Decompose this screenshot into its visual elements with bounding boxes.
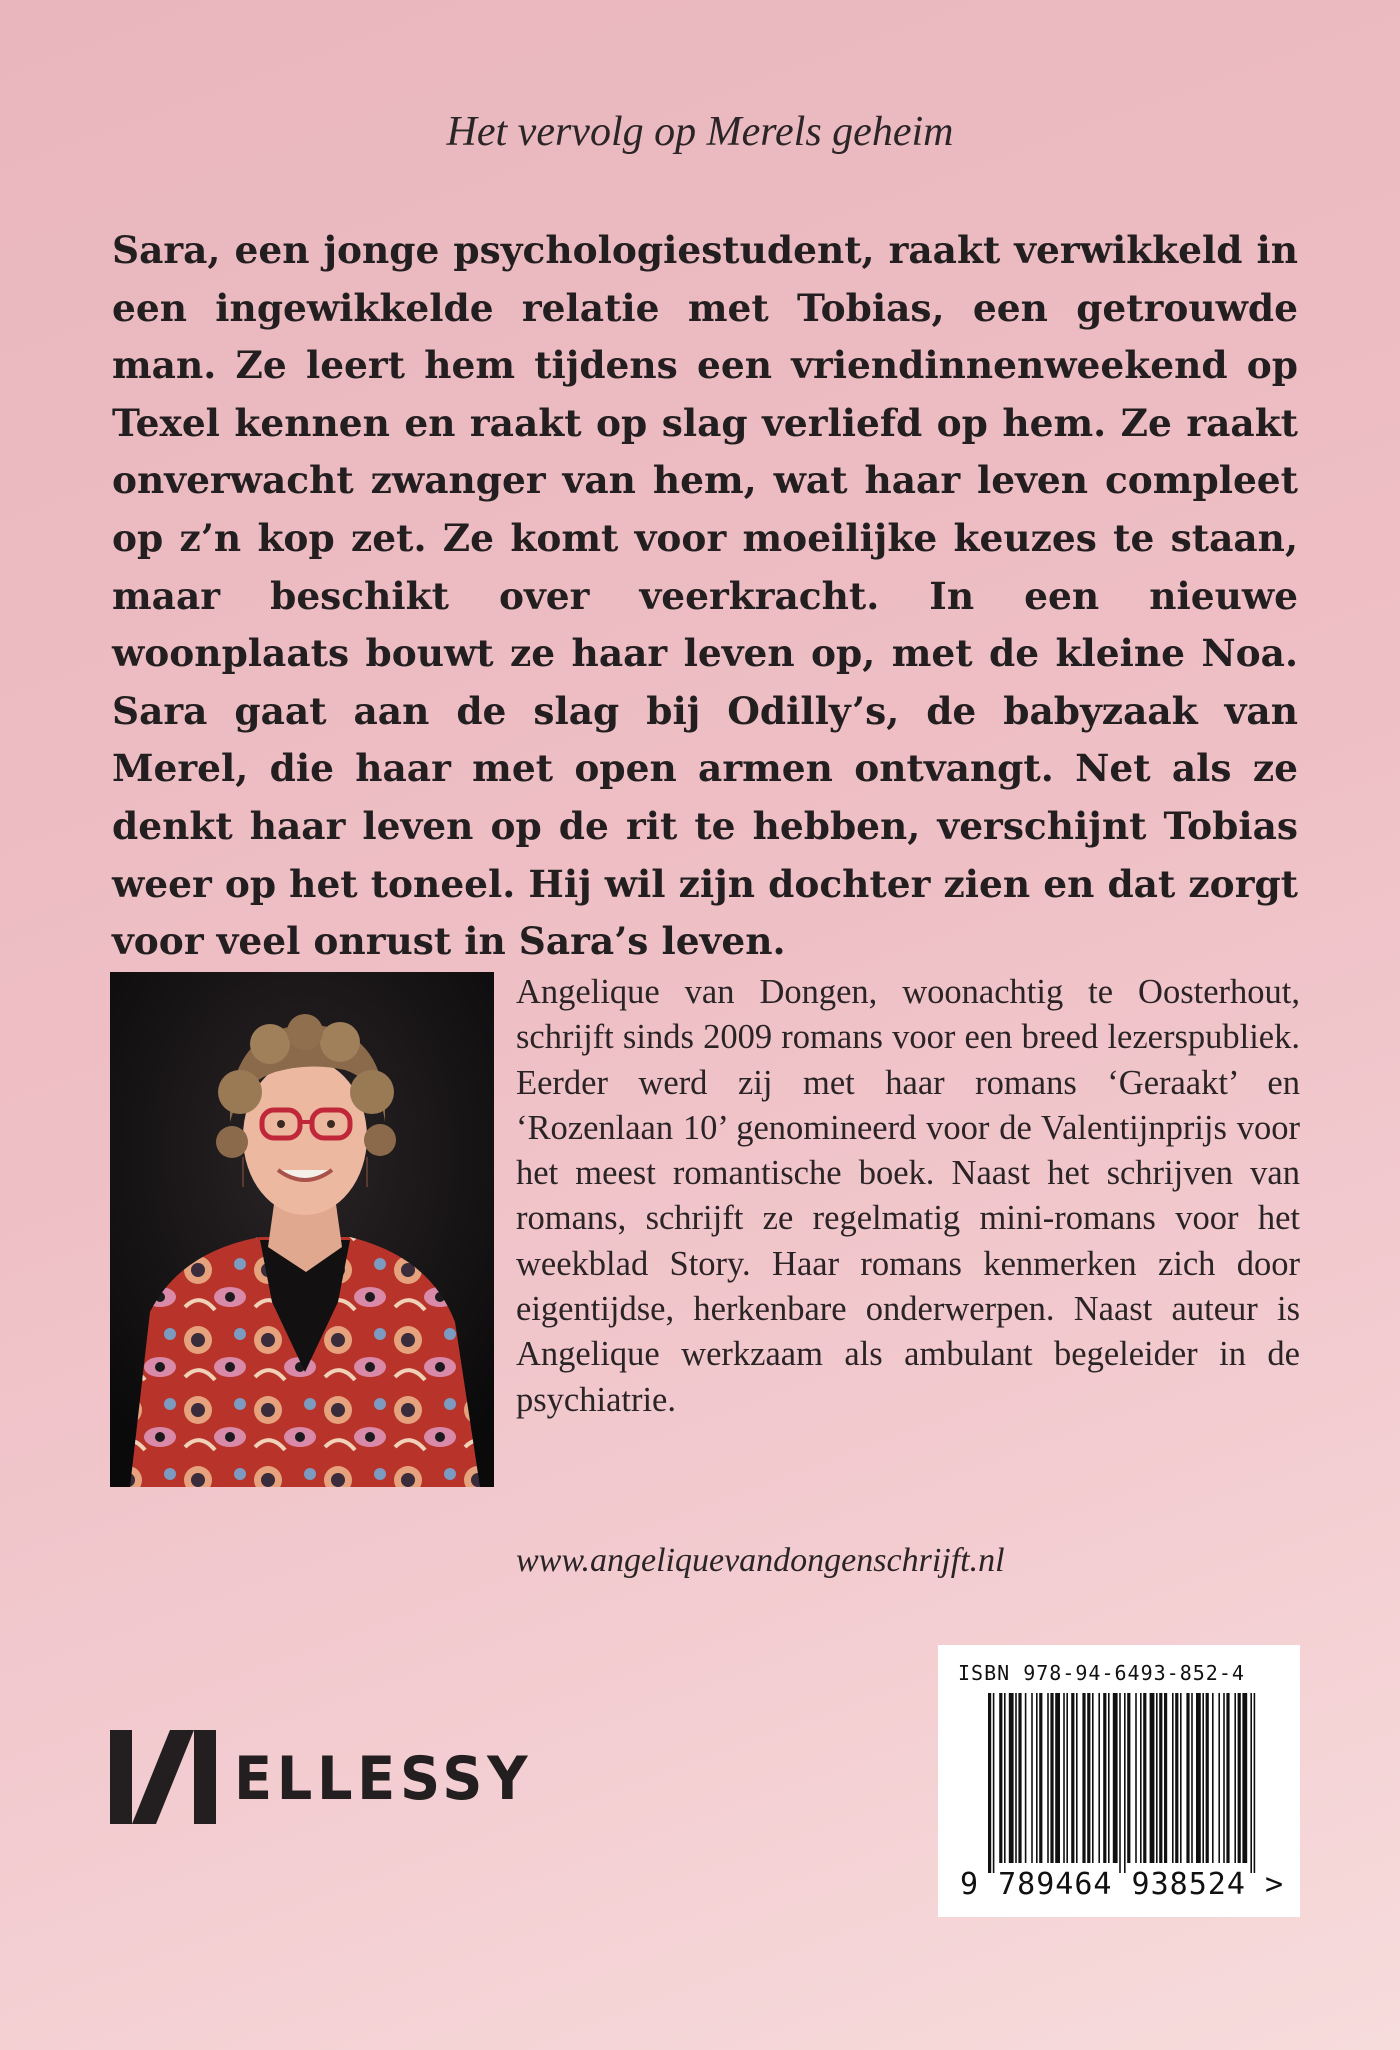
barcode-bar (988, 1693, 991, 1873)
tagline: Het vervolg op Merels geheim (446, 109, 954, 155)
barcode-bars (988, 1693, 1258, 1873)
barcode-bar (1098, 1693, 1100, 1863)
barcode-bar (1223, 1693, 1225, 1863)
barcode-bar (1226, 1693, 1229, 1863)
barcode-bar (1218, 1693, 1220, 1863)
isbn-number: ISBN 978-94-6493-852-4 (958, 1661, 1245, 1685)
book-blurb: Sara, een jonge psychologiestudent, raakt verwikkeld in een ingewikkelde relatie met Tobias, een getrouwde man. Ze leert hem tijdens een vriendinnenweekend op Texel kennen en raakt op slag verliefd op hem. Ze raakt onverwacht zwanger van hem, wat haar leven compleet op z’n kop zet. Ze komt voor moeilijke keuzes te staan, maar beschikt over veerkracht. In een nieuwe woonplaats bouwt ze haar leven op, met de kleine Noa. Sara gaat aan de slag bij Odilly’s, de babyzaak van Merel, die haar met open armen ontvangt. Net als ze denkt haar leven op de rit te hebben, verschijnt Tobias weer op het toneel. Hij wil zijn dochter zien en dat zorgt voor veel onrust in Sara’s leven. (112, 228, 1298, 964)
barcode-bar (1150, 1693, 1155, 1863)
barcode-bar (993, 1693, 995, 1873)
barcode-bar (1242, 1693, 1247, 1863)
barcode-bar (999, 1693, 1002, 1863)
barcode-bar (1254, 1693, 1256, 1873)
barcode-bar (1186, 1693, 1189, 1863)
barcode-bar (1082, 1693, 1085, 1863)
barcode-bar (1092, 1693, 1094, 1863)
barcode-bar (1103, 1693, 1106, 1863)
barcode-bar (1050, 1693, 1053, 1863)
barcode-bar (1234, 1693, 1236, 1863)
barcode-bar (1202, 1693, 1204, 1863)
barcode (938, 1645, 1300, 1917)
barcode-bar (1140, 1693, 1142, 1863)
ean-digits: 9 789464 938524 > (960, 1867, 1285, 1902)
barcode-bar (1119, 1693, 1121, 1873)
barcode-bar (1066, 1693, 1068, 1863)
barcode-bar (1018, 1693, 1021, 1863)
barcode-bar (1031, 1693, 1033, 1863)
barcode-bar (1076, 1693, 1078, 1863)
barcode-bar (1156, 1693, 1158, 1863)
barcode-bar (1196, 1693, 1201, 1863)
barcode-bar (1055, 1693, 1060, 1863)
barcode-bar (1172, 1693, 1174, 1863)
barcode-bar (1206, 1693, 1209, 1863)
barcode-bar (1087, 1693, 1090, 1863)
author-photo (110, 972, 494, 1487)
barcode-bar (1143, 1693, 1146, 1863)
barcode-bar (1180, 1693, 1182, 1863)
barcode-bar (1124, 1693, 1126, 1873)
author-website[interactable]: www.angeliquevandongenschrijft.nl (516, 1542, 1005, 1579)
publisher-logo (110, 1722, 550, 1832)
barcode-bar (1004, 1693, 1006, 1863)
barcode-bar (1063, 1693, 1065, 1863)
publisher-mark-icon (110, 1722, 230, 1832)
barcode-bar (1238, 1693, 1241, 1863)
barcode-bar (1036, 1693, 1038, 1863)
barcode-bar (1015, 1693, 1017, 1863)
barcode-bar (1212, 1693, 1214, 1863)
barcode-bar (1164, 1693, 1167, 1863)
barcode-bar (1191, 1693, 1193, 1863)
barcode-bar (1113, 1693, 1118, 1863)
barcode-bar (1127, 1693, 1130, 1863)
barcode-bar (1009, 1693, 1014, 1863)
barcode-bar (1047, 1693, 1049, 1863)
barcode-bar (1108, 1693, 1110, 1863)
author-bio: Angelique van Dongen, woonachtig te Oosterhout, schrijft sinds 2009 romans voor een breed lezerspubliek. Eerder werd zij met haar romans ‘Geraakt’ en ‘Rozenlaan 10’ genomineerd voor de Valentijnprijs voor het meest romantische boek. Naast het schrijven van romans, schrijft ze regelmatig mini-romans voor het weekblad Story. Haar romans kenmerken zich door eigentijdse, herkenbare onderwerpen. Naast auteur is Angelique werkzaam als ambulant begeleider in de psychiatrie. (516, 973, 1300, 1419)
barcode-bar (1135, 1693, 1137, 1863)
barcode-bar (1025, 1693, 1027, 1863)
barcode-bar (1159, 1693, 1162, 1863)
barcode-bar (1175, 1693, 1178, 1863)
barcode-bar (1250, 1693, 1252, 1873)
barcode-bar (1039, 1693, 1042, 1863)
publisher-name: ELLESSY (234, 1744, 533, 1814)
barcode-bar (1071, 1693, 1074, 1863)
